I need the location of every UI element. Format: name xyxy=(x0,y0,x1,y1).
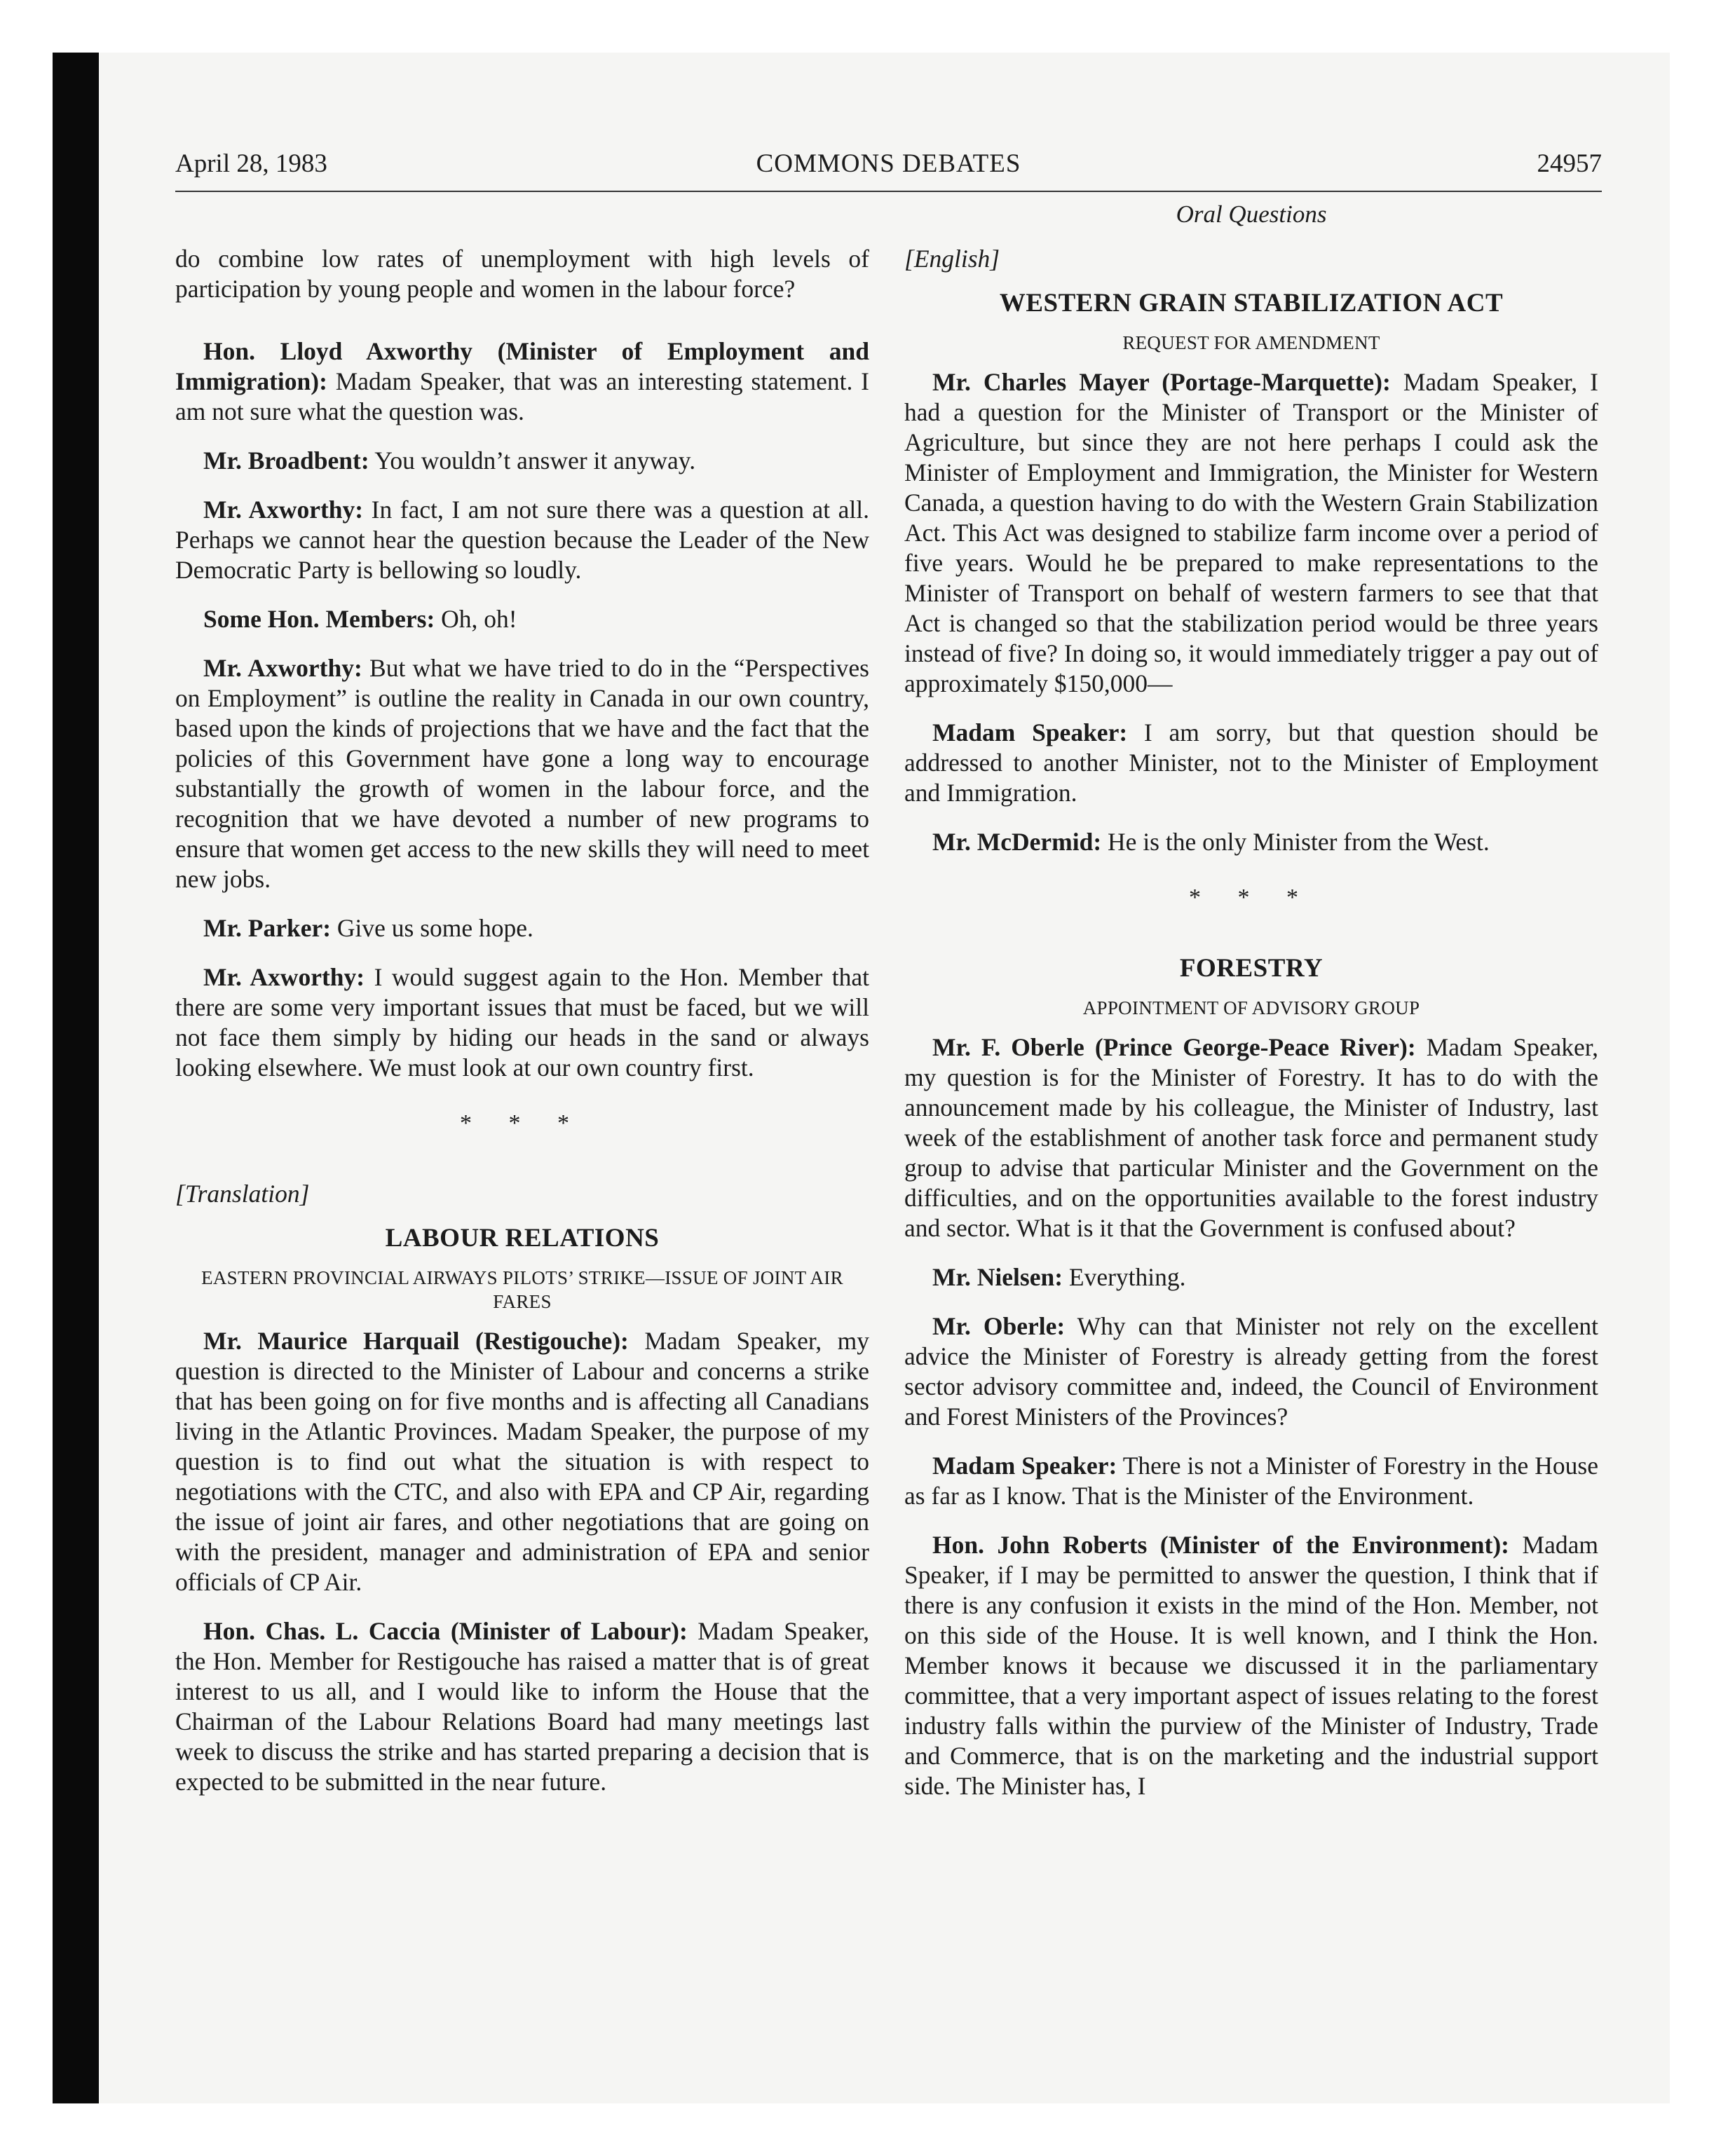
speaker-name: Madam Speaker: xyxy=(932,1452,1117,1480)
speech-text: Madam Speaker, my question is directed to the Minister of Labour and concerns a strike that has been going on for five months and is affecting all Canadians living in the Atlantic Provinces. Madam Speaker, the purpose of my question is to find out what the situation is with respect to negotiations with the CTC, and also with EPA and CP Air, regarding the issue of joint air fares, and other negotiations that are going on with the president, manager and administration of EPA and senior officials of CP Air. xyxy=(175,1327,869,1596)
paragraph xyxy=(904,827,1598,857)
running-head: Oral Questions xyxy=(1176,200,1327,228)
paragraph xyxy=(904,1262,1598,1292)
section-subheading: EASTERN PROVINCIAL AIRWAYS PILOTS’ STRIKE—ISSUE OF JOINT AIR FARES xyxy=(201,1267,843,1312)
paragraph xyxy=(175,604,869,634)
section-separator: * * * xyxy=(460,1110,585,1136)
header-publication: COMMONS DEBATES xyxy=(756,149,1021,178)
speaker-name: Mr. F. Oberle (Prince George-Peace River): xyxy=(932,1033,1416,1061)
paragraph xyxy=(904,1311,1598,1432)
speech-text: Oh, oh! xyxy=(435,605,517,633)
speech-text: But what we have tried to do in the “Perspectives on Employment” is outline the reality in Canada in our own country, based upon the kinds of projections that we have and the fact that the policies of this Government have gone a long way to encourage substantially the growth of women in the labour force, and the recognition that we have devoted a number of new programs to ensure that women get access to the new skills they will need to meet new jobs. xyxy=(175,654,870,893)
left-column xyxy=(175,244,869,1816)
speaker-name: Hon. Lloyd Axworthy (Minister of Employment and Immigration): xyxy=(175,337,869,395)
speaker-name: Some Hon. Members: xyxy=(203,605,435,633)
speaker-name: Mr. Axworthy: xyxy=(203,496,364,524)
speaker-name: Mr. Maurice Harquail (Restigouche): xyxy=(203,1327,629,1355)
section-separator: * * * xyxy=(1189,885,1314,910)
paragraph xyxy=(175,495,869,585)
speaker-name: Mr. Charles Mayer (Portage-Marquette): xyxy=(932,368,1391,396)
paragraph xyxy=(175,653,869,894)
speaker-name: Mr. Nielsen: xyxy=(932,1263,1063,1291)
speaker-name: Hon. Chas. L. Caccia (Minister of Labour): xyxy=(203,1617,688,1645)
paragraph xyxy=(175,446,869,476)
paragraph: do combine low rates of unemployment with high levels of participation by young people and women in the labour force? xyxy=(175,245,869,303)
paragraph xyxy=(904,718,1598,808)
speech-text: Madam Speaker, the Hon. Member for Restigouche has raised a matter that is of great interest to us all, and I would like to inform the House that the Chairman of the Labour Relations Board had many meetings last week to discuss the strike and has started preparing a decision that is expected to be submitted in the near future. xyxy=(175,1617,869,1796)
header-page-number: 24957 xyxy=(1537,149,1602,178)
speaker-name: Mr. Parker: xyxy=(203,914,332,942)
paragraph xyxy=(175,1616,869,1797)
speech-text: Madam Speaker, my question is for the Minister of Forestry. It has to do with the announcement made by his colleague, the Minister of Industry, last week of the establishment of another task force and permanent study group to advise that particular Minister and the Government on the difficulties, and on the opportunities available to the forest industry and sector. What is it that the Government is confused about? xyxy=(904,1033,1598,1242)
speech-text: Madam Speaker, I had a question for the Minister of Transport or the Minister of Agriculture, but since they are not here perhaps I could ask the Minister of Employment and Immigration, the Minister for Western Canada, a question having to do with the Western Grain Stabilization Act. This Act was designed to stabilize farm income over a period of five years. Would he be prepared to make representations to the Minister of Transport on behalf of western farmers to see that that Act is changed so that the stabilization period would be three years instead of five? In doing so, it would immediately trigger a pay out of approximately $150,000— xyxy=(904,368,1598,697)
paragraph xyxy=(175,913,869,943)
section-heading: LABOUR RELATIONS xyxy=(385,1224,660,1253)
paragraph xyxy=(175,336,869,427)
language-marker: [English] xyxy=(904,245,1000,273)
speaker-name: Mr. Broadbent: xyxy=(203,446,369,475)
paragraph xyxy=(904,1032,1598,1243)
speech-text: Everything. xyxy=(1063,1263,1186,1291)
paragraph xyxy=(904,1530,1598,1801)
section-heading: WESTERN GRAIN STABILIZATION ACT xyxy=(999,289,1504,318)
scan-edge-bar xyxy=(53,53,99,2103)
page-header xyxy=(175,149,1602,192)
speech-text: He is the only Minister from the West. xyxy=(1101,828,1490,856)
speech-text: I would suggest again to the Hon. Member that there are some very important issues that must be faced, but we will not face them simply by hiding our heads in the sand or always looking elsewhere. We must look at our own country first. xyxy=(175,963,869,1082)
speech-text: Give us some hope. xyxy=(331,914,533,942)
speaker-name: Mr. Axworthy: xyxy=(203,963,365,991)
speech-text: There is not a Minister of Forestry in the House as far as I know. That is the Minister of the Environment. xyxy=(904,1452,1598,1510)
paragraph xyxy=(904,367,1598,699)
speaker-name: Mr. McDermid: xyxy=(932,828,1102,856)
paragraph xyxy=(175,962,869,1083)
header-date: April 28, 1983 xyxy=(175,149,327,178)
speaker-name: Hon. John Roberts (Minister of the Environment): xyxy=(932,1531,1509,1559)
speech-text: Why can that Minister not rely on the excellent advice the Minister of Forestry is already getting from the forest sector advisory committee and, indeed, the Council of Environment and Forest Ministers of the Provinces? xyxy=(904,1312,1598,1431)
paragraph xyxy=(175,1326,869,1597)
speech-text: Madam Speaker, that was an interesting statement. I am not sure what the question was. xyxy=(175,367,869,425)
section-subheading: APPOINTMENT OF ADVISORY GROUP xyxy=(1082,997,1420,1018)
section-subheading: REQUEST FOR AMENDMENT xyxy=(1122,332,1380,353)
paragraph xyxy=(904,1451,1598,1511)
speech-text: Madam Speaker, if I may be permitted to answer the question, I think that if there is any confusion it exists in the mind of the Hon. Member, not on this side of the House. It is well known, and I think the Hon. Member knows it because we discussed it in the parliamentary committee, that a very important aspect of issues relating to the forest industry falls within the purview of the Minister of Industry, Trade and Commerce, that is on the marketing and the industrial support side. The Minister has, I xyxy=(904,1531,1598,1800)
section-heading: FORESTRY xyxy=(1179,954,1324,983)
speech-text: I am sorry, but that question should be addressed to another Minister, not to the Minister of Employment and Immigration. xyxy=(904,718,1598,807)
right-column xyxy=(904,244,1598,1820)
speaker-name: Mr. Oberle: xyxy=(932,1312,1066,1340)
speaker-name: Mr. Axworthy: xyxy=(203,654,362,682)
language-marker: [Translation] xyxy=(175,1180,310,1208)
speech-text: In fact, I am not sure there was a question at all. Perhaps we cannot hear the question because the Leader of the New Democratic Party is bellowing so loudly. xyxy=(175,496,870,584)
speaker-name: Madam Speaker: xyxy=(932,718,1128,746)
speech-text: You wouldn’t answer it anyway. xyxy=(369,446,696,475)
